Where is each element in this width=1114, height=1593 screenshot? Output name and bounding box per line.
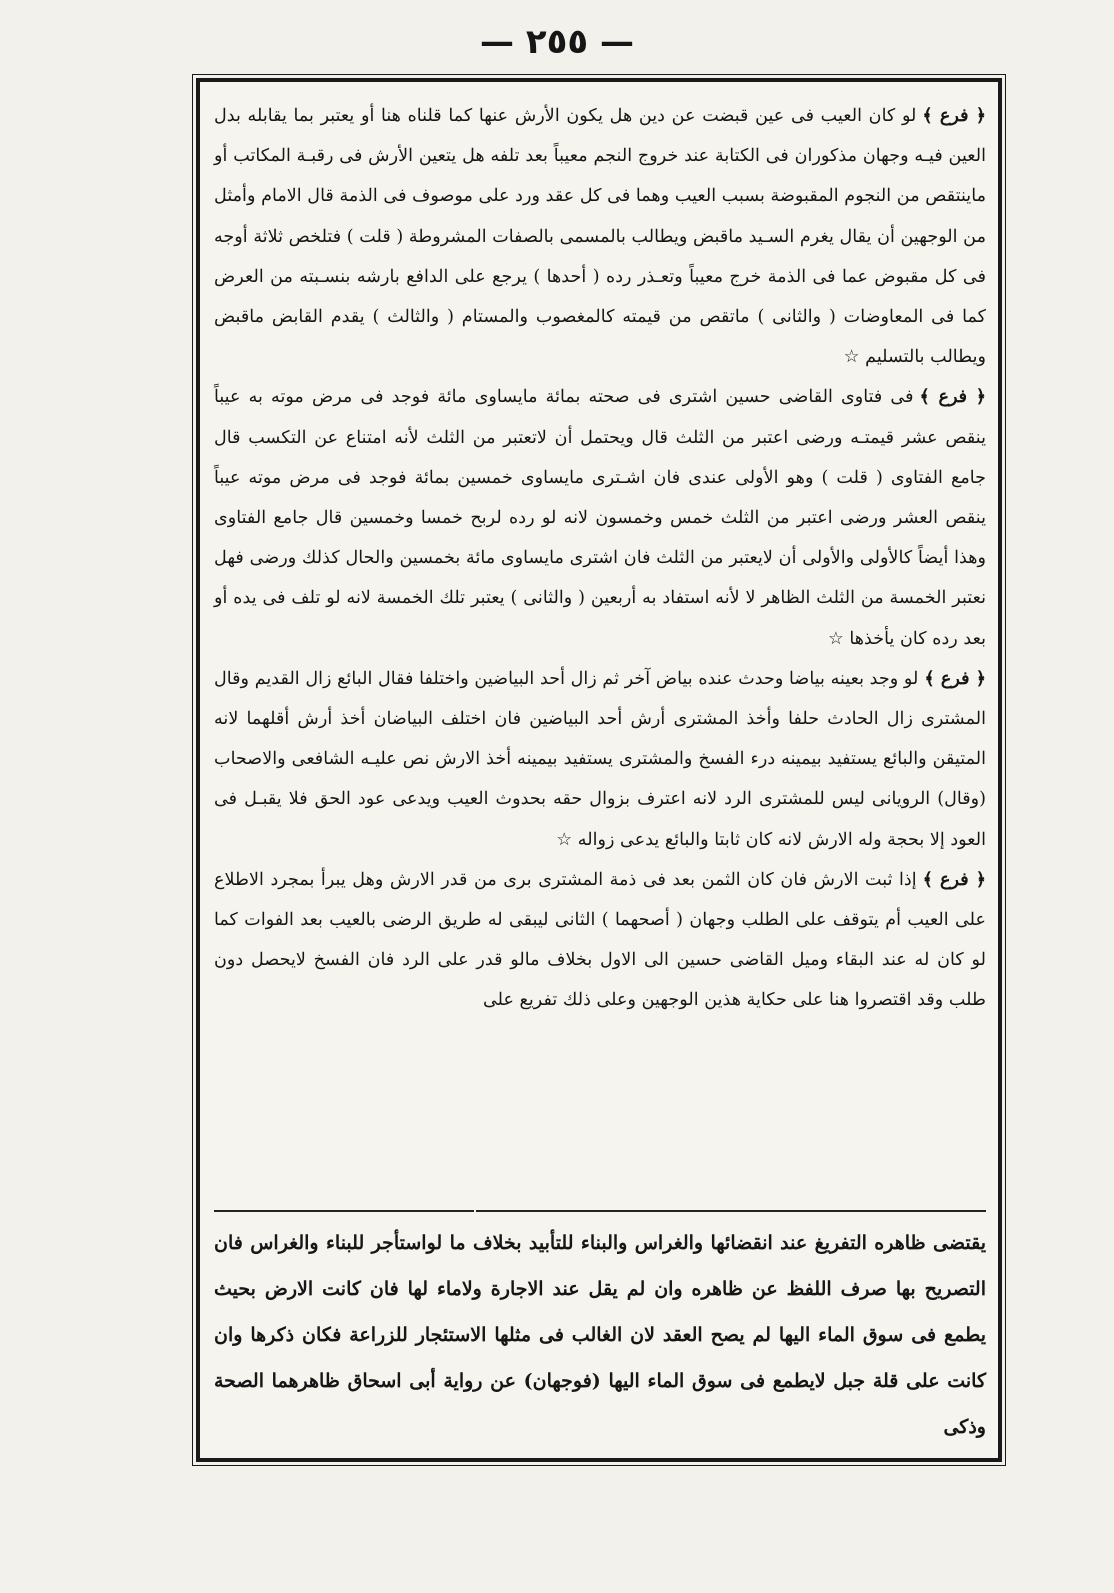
paragraph-text: إذا ثبت الارش فان كان الثمن بعد فى ذمة المشترى برى من قدر الارش وهل يبرأ بمجرد الاطلاع على العيب أم يتوقف على الطلب وجهان ( أصحهما ) الثانى ليبقى له طريق الرضى بالعيب بعد الفوات كما لو كان له عند البقاء وميل القاضى حسين الى الاول بخلاف مالو قدر على الرد فان الفسخ لايحصل دون طلب وقد اقتصروا هنا على حكاية هذين الوجهين وعلى ذلك تفريع على	[214, 869, 986, 1011]
footnote-divider-left	[214, 1210, 474, 1212]
page-frame	[196, 78, 1002, 1462]
main-text	[214, 96, 986, 1192]
section-label: ﴿ فرع ﴾	[922, 105, 986, 126]
paragraph-3	[214, 659, 986, 860]
paragraph-text: فى فتاوى القاضى حسين اشترى فى صحته بمائة مايساوى مائة فوجد فى مرض موته به عيباً ينقص عشر قيمتـه ورضى اعتبر من الثلث قال ويحتمل أن لاتعتبر من الثلث لأنه امتناع عن التكسب قال جامع الفتاوى ( قلت ) وهو الأولى عندى فان اشـترى مايساوى خمسين بمائة فوجد فى مرض موته عيباً ينقص العشر ورضى اعتبر من الثلث خمس وخمسون لانه لو رده لربح خمسا وخمسين قال جامع الفتاوى وهذا أيضاً كالأولى والأولى أن لايعتبر من الثلث فان اشترى مايساوى مائة بخمسين والحال كذلك ورضى فهل نعتبر الخمسة من الثلث الظاهر لا لأنه استفاد به أربعين ( والثانى ) يعتبر تلك الخمسة لانه لو تلف فى يده أو بعد رده كان يأخذها ☆	[214, 387, 986, 649]
section-label: ﴿ فرع ﴾	[924, 667, 987, 689]
footnote-divider-right	[476, 1210, 986, 1212]
footnote: يقتضى ظاهره التفريغ عند انقضائها والغراس والبناء للتأبيد بخلاف ما لواستأجر للبناء والغراس فان التصريح بها صرف اللفظ عن ظاهره وان لم يقل عند الاجارة ولاماء لها فان كانت الارض بحيث يطمع فى سوق الماء اليها لم يصح العقد لان الغالب فى مثلها الاستئجار للزراعة فكان ذكرها وان كانت على قلة جبل لايطمع فى سوق الماء اليها (فوجهان) عن رواية أبى اسحاق ظاهرهما الصحة وذكى	[214, 1232, 987, 1438]
paragraph-1	[214, 96, 986, 377]
section-label: ﴿ فرع ﴾	[922, 868, 987, 890]
section-label: ﴿ فرع ﴾	[919, 386, 987, 408]
paragraph-2	[214, 377, 986, 658]
paragraph-4	[214, 860, 986, 1021]
page-number: — ٢٥٥ —	[480, 22, 634, 62]
paragraph-text: لو كان العيب فى عين قبضت عن دين هل يكون الأرش عنها كما قلناه هنا أو يعتبر بما يقابله بدل العين فيـه وجهان مذكوران فى الكتابة عند خروج النجم معيباً بعد تلفه هل يتعين الأرش فى رقبـة المكاتب أو ماينتقص من النجوم المقبوضة بسبب العيب وهما فى كل عقد ورد على موصوف فى الذمة قال الامام وأمثل من الوجهين أن يقال يغرم السـيد ماقبض ويطالب بالمسمى بالصفات المشروطة ( قلت ) فتلخص ثلاثة أوجه فى كل مقبوض عما فى الذمة خرج معيباً وتعـذر رده ( أحدها ) يرجع على الدافع بارشه بنسـبته من العرض كما فى المعاوضات ( والثانى ) ماتقص من قيمته كالمغصوب والمستام ( والثالث ) يقدم القابض ماقبض ويطالب بالتسليم ☆	[214, 106, 986, 368]
paragraph-text: لو وجد بعينه بياضا وحدث عنده بياض آخر ثم زال أحد البياضين واختلفا فقال البائع زال القديم وقال المشترى زال الحادث حلفا وأخذ المشترى أرش أحد البياضين فان اختلف البياضان أخذ أرش أقلهما لانه المتيقن والبائع يستفيد بيمينه درء الفسخ والمشترى يستفيد بيمينه أخذ الارش نص عليـه الشافعى والاصحاب (وقال) الرويانى ليس للمشترى الرد لانه اعترف بزوال حقه بحدوث العيب ويدعى عود الحق فلا يقبـل فى العود إلا بحجة وله الارش لانه كان ثابتا والبائع يدعى زواله ☆	[214, 668, 986, 850]
